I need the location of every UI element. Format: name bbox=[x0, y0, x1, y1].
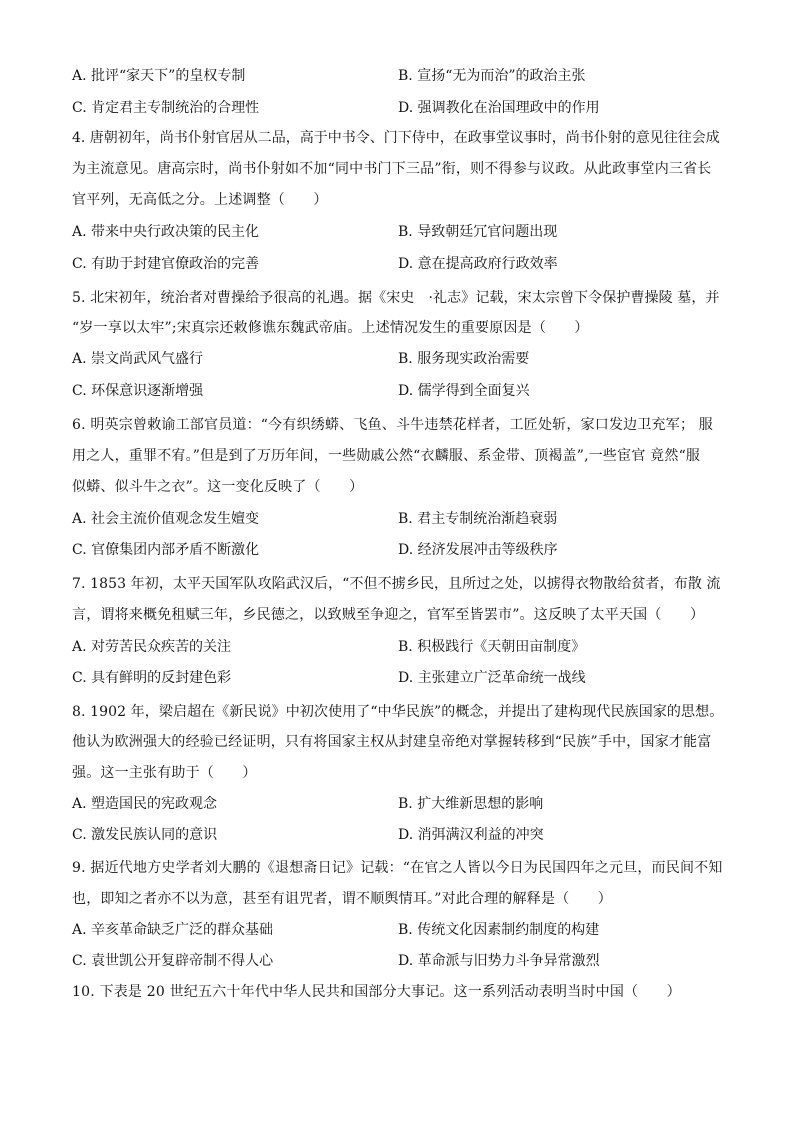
q6-stem-line-2: 用之人，重罪不宥。”但是到了万历年间，一些勋戚公然“衣麟服、系金带、顶褐盖”,一些宦官 竟然“服 bbox=[72, 448, 701, 464]
q6-option-c: C. 官僚集团内部矛盾不断激化 bbox=[72, 542, 260, 558]
q4-stem-line-2: 为主流意见。唐高宗时，尚书仆射如不加“同中书门下三品”衔，则不得参与议政。从此政事堂内三省长 bbox=[72, 161, 712, 177]
q9-option-b: B. 传统文化因素制约制度的构建 bbox=[398, 922, 600, 938]
q6-option-b: B. 君主专制统治渐趋衰弱 bbox=[398, 511, 558, 527]
q3-option-a: A. 批评“家天下”的皇权专制 bbox=[72, 68, 246, 84]
q7-stem-line-1: 7. 1853 年初，太平天国军队攻陷武汉后，“不但不掳乡民，且所过之处，以掳得衣物散给贫者，布散 流 bbox=[72, 576, 721, 592]
q4-stem-line-1: 4. 唐朝初年，尚书仆射官居从二品，高于中书令、门下侍中，在政事堂议事时，尚书仆射的意见往往会成 bbox=[72, 130, 720, 146]
q6-option-d: D. 经济发展冲击等级秩序 bbox=[398, 542, 558, 558]
q9-option-d: D. 革命派与旧势力斗争异常激烈 bbox=[398, 953, 600, 969]
q10-stem-line-1: 10. 下表是 20 世纪五六十年代中华人民共和国部分大事记。这一系列活动表明当时中国（ ） bbox=[72, 984, 681, 1000]
q8-stem-line-1: 8. 1902 年，梁启超在《新民说》中初次使用了“中华民族”的概念，并提出了建构现代民族国家的思想。 bbox=[72, 704, 724, 720]
q6-stem-line-3: 似蟒、似斗牛之衣”。这一变化反映了（ ） bbox=[72, 479, 364, 495]
q5-stem-line-2: “岁一享以太牢”;宋真宗还敕修谯东魏武帝庙。上述情况发生的重要原因是（ ） bbox=[72, 320, 589, 336]
q6-stem-line-1: 6. 明英宗曾敕谕工部官员道：“今有织绣蟒、飞鱼、斗牛违禁花样者，工匠处斩，家口发边卫充军； 服 bbox=[72, 417, 714, 433]
q4-option-b: B. 导致朝廷冗官问题出现 bbox=[398, 224, 558, 240]
q7-option-a: A. 对劳苦民众疾苦的关注 bbox=[72, 639, 232, 655]
q8-option-d: D. 消弭满汉利益的冲突 bbox=[398, 827, 544, 843]
q8-option-c: C. 激发民族认同的意识 bbox=[72, 827, 218, 843]
q7-stem-line-2: 言，谓将来概免租赋三年，乡民德之，以致贼至争迎之，官军至皆罢市”。这反映了太平天国（ ） bbox=[72, 607, 705, 623]
q8-stem-line-3: 强。这一主张有助于（ ） bbox=[72, 765, 257, 781]
q3-option-d: D. 强调教化在治国理政中的作用 bbox=[398, 100, 600, 116]
q9-stem-line-2: 也，即知之者亦不以为意，甚至有诅咒者，谓不顺舆情耳。”对此合理的解释是（ ） bbox=[72, 891, 612, 907]
q7-option-b: B. 积极践行《天朝田亩制度》 bbox=[398, 639, 586, 655]
q8-option-a: A. 塑造国民的宪政观念 bbox=[72, 796, 218, 812]
q3-option-b: B. 宣扬“无为而治”的政治主张 bbox=[398, 68, 586, 84]
q8-option-b: B. 扩大维新思想的影响 bbox=[398, 796, 544, 812]
q6-option-a: A. 社会主流价值观念发生嬗变 bbox=[72, 511, 260, 527]
q5-option-d: D. 儒学得到全面复兴 bbox=[398, 383, 530, 399]
q4-stem-line-3: 官平列，无高低之分。上述调整（ ） bbox=[72, 192, 328, 208]
q5-option-b: B. 服务现实政治需要 bbox=[398, 351, 530, 367]
q8-stem-line-2: 他认为欧洲强大的经验已经证明，只有将国家主权从封建皇帝绝对掌握转移到“民族”手中，国家才能富 bbox=[72, 734, 712, 750]
q5-option-c: C. 环保意识逐渐增强 bbox=[72, 383, 204, 399]
q3-option-c: C. 肯定君主专制统治的合理性 bbox=[72, 100, 260, 116]
q5-stem-line-1: 5. 北宋初年，统治者对曹操给予很高的礼遇。据《宋史 ·礼志》记载，宋太宗曾下令保护曹操陵 墓，并 bbox=[72, 290, 720, 306]
q9-option-a: A. 辛亥革命缺乏广泛的群众基础 bbox=[72, 922, 274, 938]
q4-option-d: D. 意在提高政府行政效率 bbox=[398, 256, 558, 272]
q7-option-d: D. 主张建立广泛革命统一战线 bbox=[398, 670, 586, 686]
q5-option-a: A. 崇文尚武风气盛行 bbox=[72, 351, 204, 367]
q9-option-c: C. 袁世凯公开复辟帝制不得人心 bbox=[72, 953, 274, 969]
q7-option-c: C. 具有鲜明的反封建色彩 bbox=[72, 670, 232, 686]
q4-option-c: C. 有助于封建官僚政治的完善 bbox=[72, 256, 260, 272]
q9-stem-line-1: 9. 据近代地方史学者刘大鹏的《退想斋日记》记载：“在官之人皆以今日为民国四年之元旦，而民间不知 bbox=[72, 860, 723, 876]
q4-option-a: A. 带来中央行政决策的民主化 bbox=[72, 224, 260, 240]
